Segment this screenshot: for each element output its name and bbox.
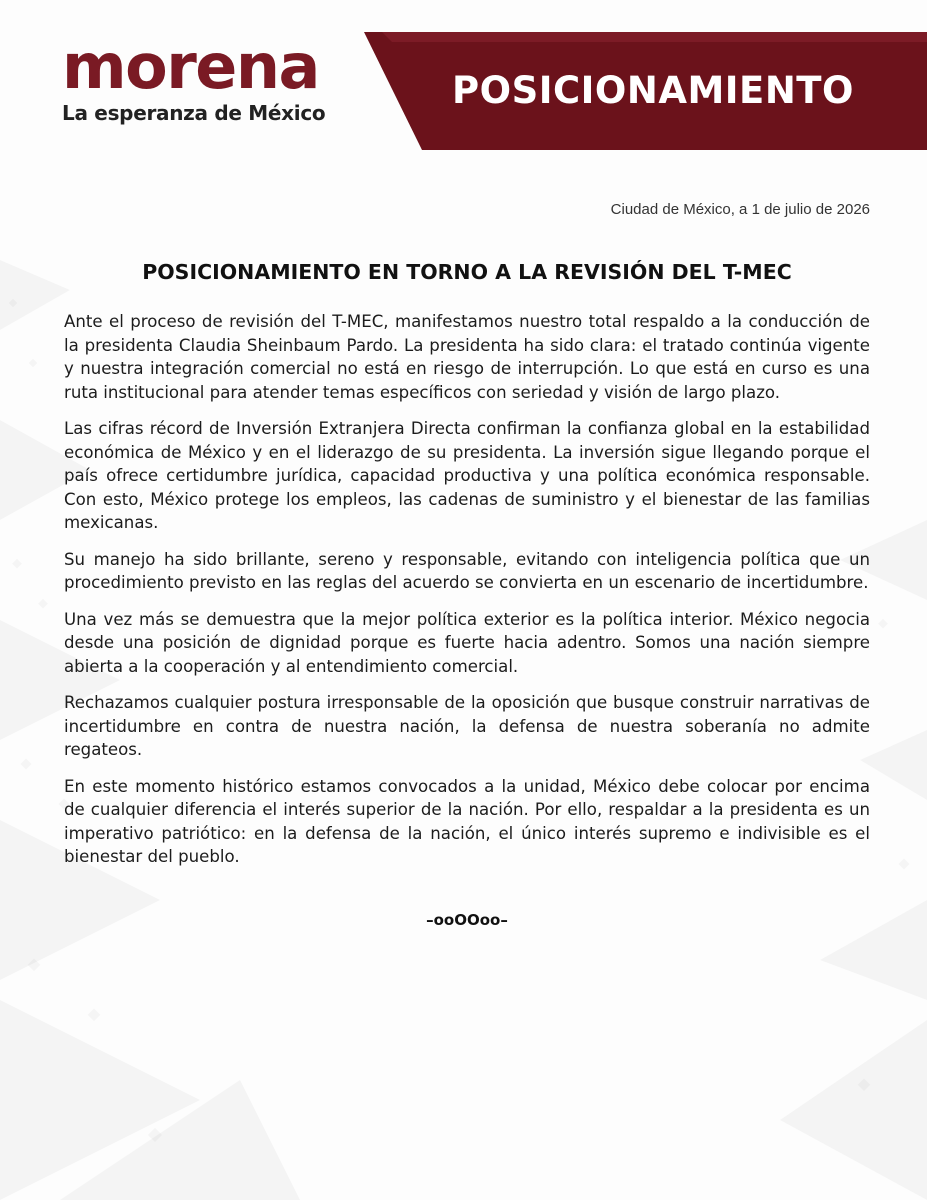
paragraph: En este momento histórico estamos convocados a la unidad, México debe colocar por encima de cualquier diferencia el interés superior de la nación. Por ello, respaldar a la presidenta es un imperativo patriótico: en la defensa de la nación, el único interés supremo e indivisible es el bienestar del pueblo.: [64, 776, 870, 866]
document-title: POSICIONAMIENTO EN TORNO A LA REVISIÓN DEL T-MEC: [142, 260, 792, 284]
paragraph: Ante el proceso de revisión del T-MEC, manifestamos nuestro total respaldo a la conducción de la presidenta Claudia Sheinbaum Pardo. La presidenta ha sido clara: el tratado continúa vigente y nuestra integración comercial no está en riesgo de interrupción. Lo que está en curso es una ruta institucional para atender temas específicos con seriedad y visión de largo plazo.: [64, 312, 870, 402]
paragraph-list: [64, 310, 870, 869]
logo-tagline: La esperanza de México: [62, 101, 326, 125]
posicionamiento-banner: [364, 32, 927, 150]
banner-label: POSICIONAMIENTO: [452, 69, 854, 112]
logo-wordmark: morena: [62, 30, 319, 103]
date-line: Ciudad de México, a 1 de julio de 2026: [610, 201, 870, 218]
paragraph: Las cifras récord de Inversión Extranjera Directa confirman la confianza global en la estabilidad económica de México y en el liderazgo de su presidenta. La inversión sigue llegando porque el país ofrece certidumbre jurídica, capacidad productiva y una política económica responsable. Con esto, México protege los empleos, las cadenas de suministro y el bienestar de las familias mexicanas.: [64, 419, 870, 532]
morena-logo: [62, 30, 362, 125]
document-body: [64, 200, 870, 931]
page-header: [0, 0, 927, 150]
closing-mark: –ooOOoo–: [426, 910, 508, 929]
paragraph: Su manejo ha sido brillante, sereno y responsable, evitando con inteligencia política que un procedimiento previsto en las reglas del acuerdo se convierta en un escenario de incertidumbre.: [64, 549, 870, 592]
paragraph: Rechazamos cualquier postura irresponsable de la oposición que busque construir narrativas de incertidumbre en contra de nuestra nación, la defensa de nuestra soberanía no admite regateos.: [64, 693, 870, 759]
paragraph: Una vez más se demuestra que la mejor política exterior es la política interior. México negocia desde una posición de dignidad porque es fuerte hacia adentro. Somos una nación siempre abierta a la cooperación y al entendimiento comercial.: [64, 609, 870, 676]
